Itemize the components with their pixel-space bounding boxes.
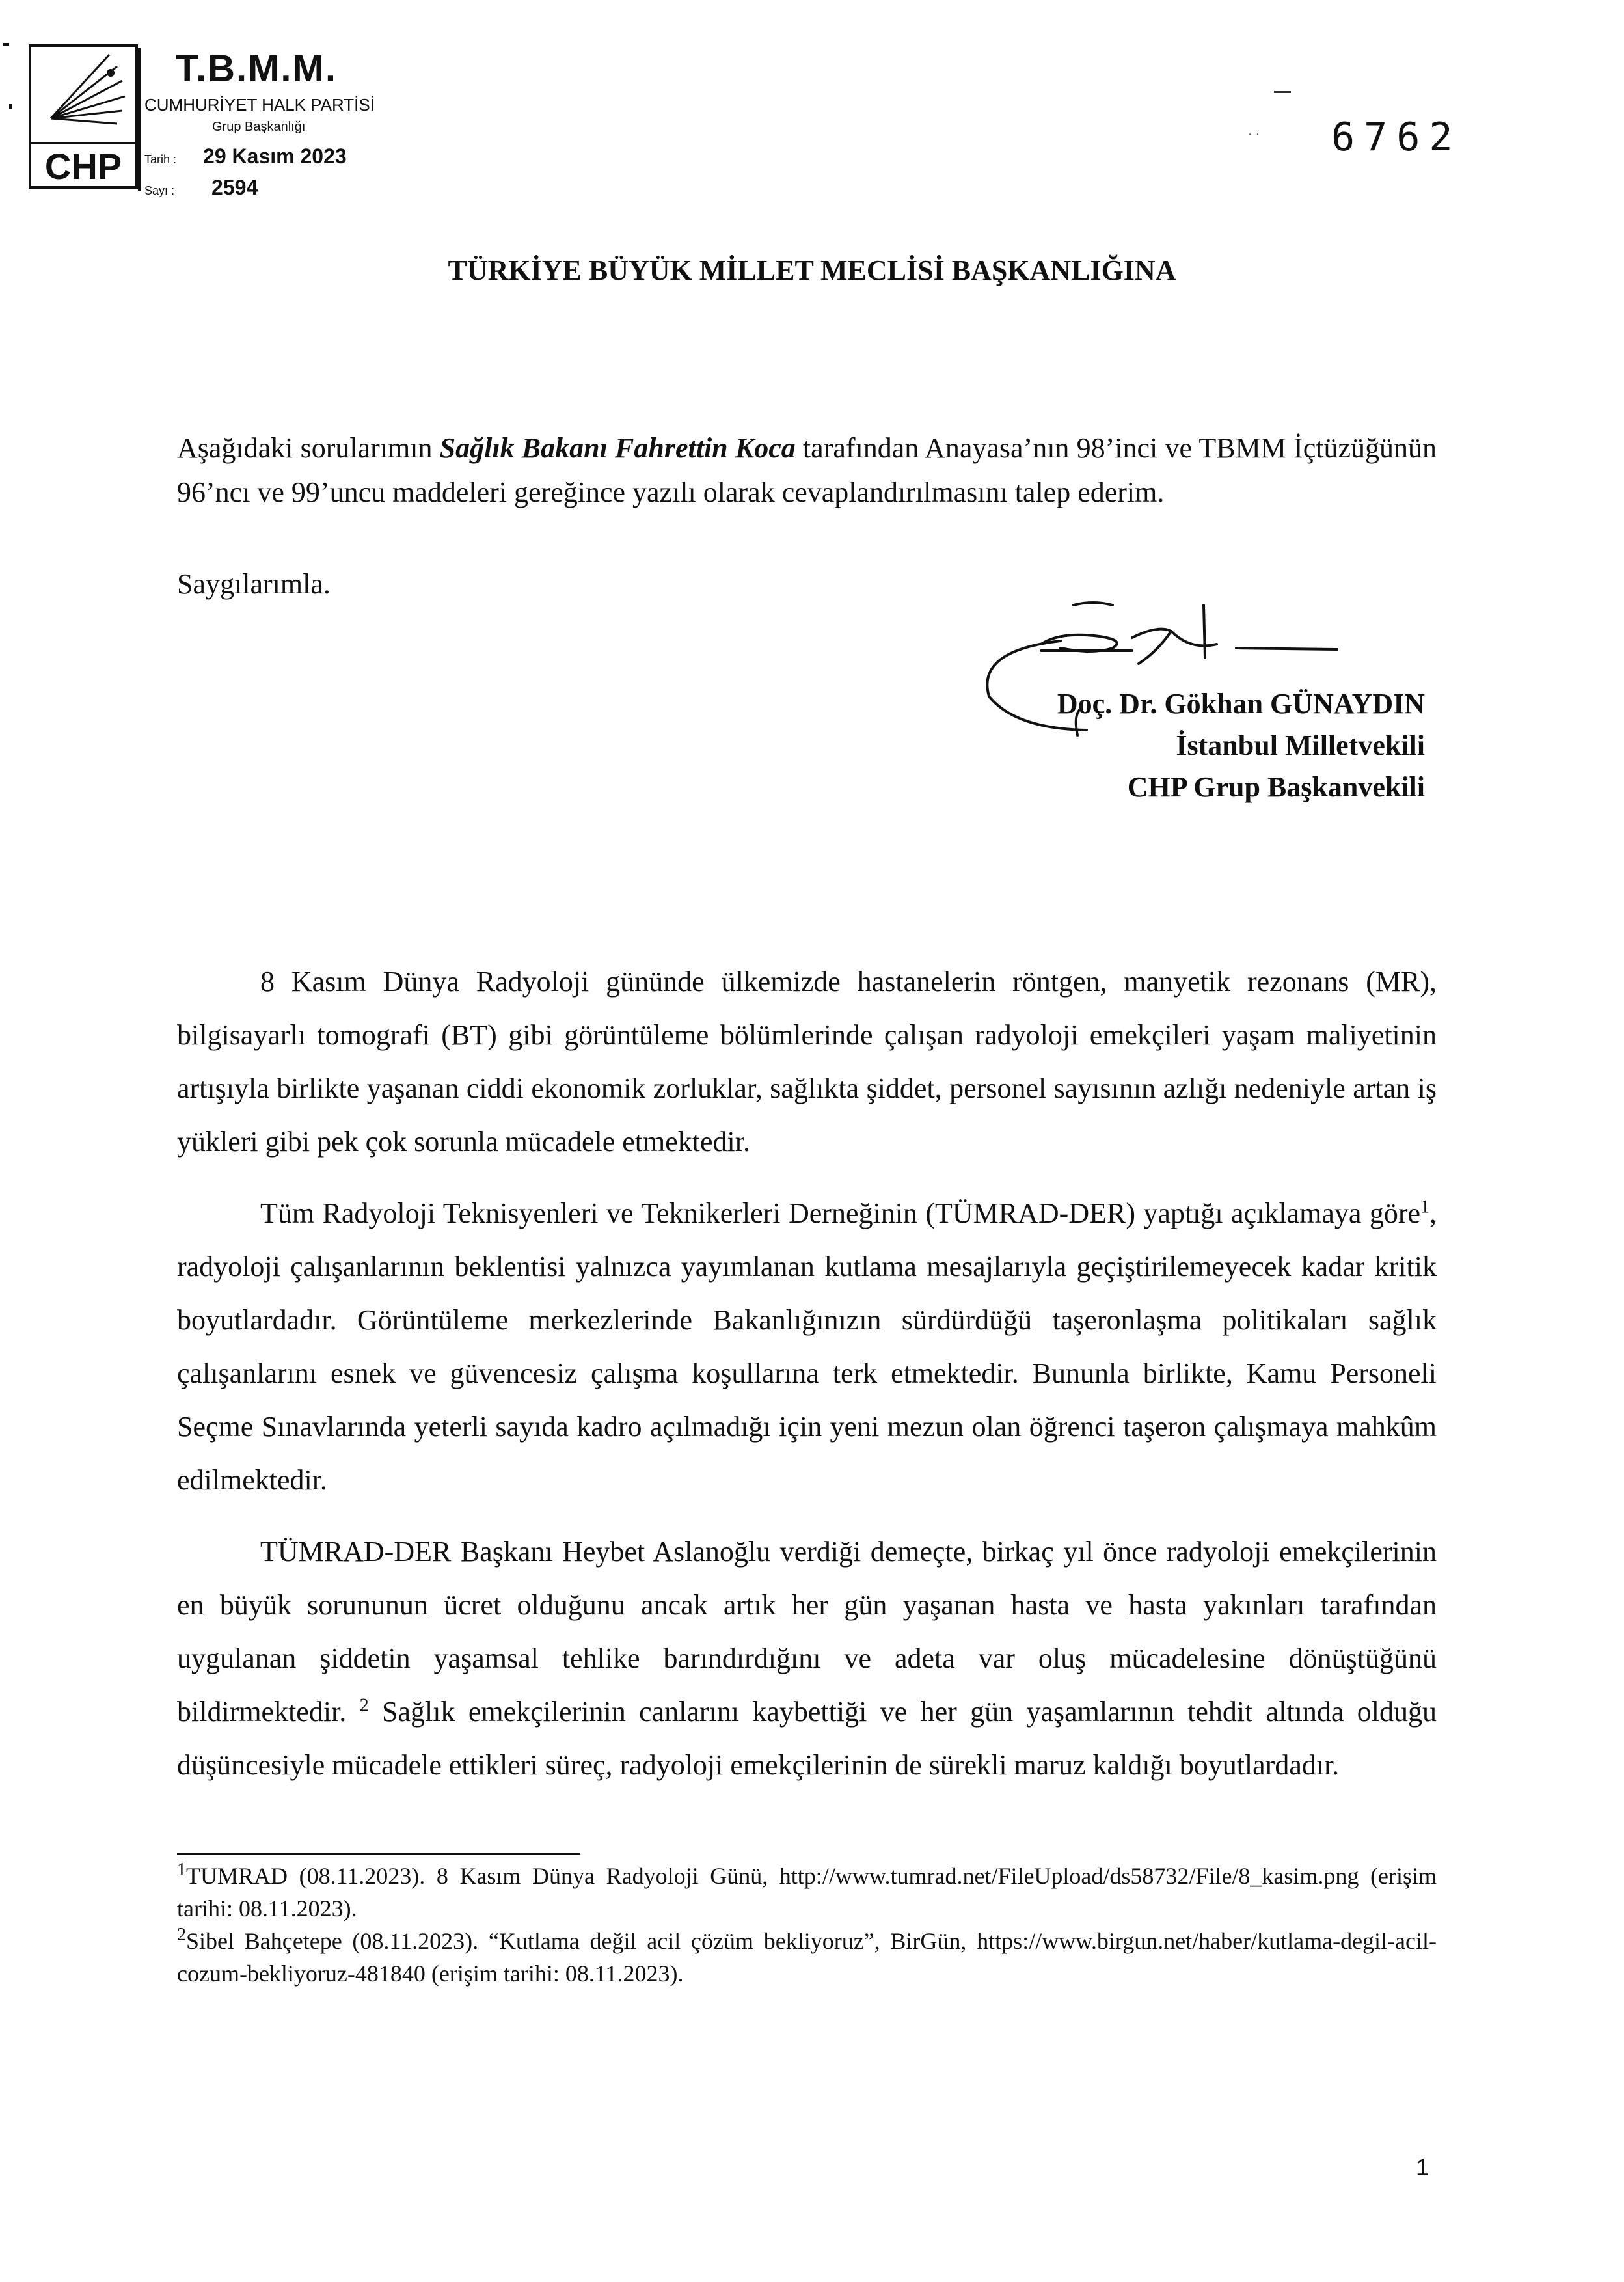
number-row [144,176,258,200]
paragraph-3-text: TÜMRAD-DER Başkanı Heybet Aslanoğlu verdiği demeçte, birkaç yıl önce radyoloji emekçilerinin en büyük sorununun ücret olduğunu ancak artık her gün yaşanan hasta ve hasta yakınları tarafından uygulanan şiddetin yaşamsal tehlike barındırdığını ve adeta var oluş mücadelesine dönüştüğünü bildirmektedir. [177,1536,1437,1728]
signature-block [995,683,1425,808]
paragraph-2 [177,1187,1437,1507]
intro-paragraph [177,426,1437,515]
scan-mark [1274,91,1291,93]
signatory-position: İstanbul Milletvekili [1176,729,1425,761]
intro-text: Aşağıdaki sorularımın [177,432,440,464]
six-arrows-icon [31,47,135,138]
paragraph-1: 8 Kasım Dünya Radyoloji gününde ülkemizde hastanelerin röntgen, manyetik rezonans (MR), bilgisayarlı tomografi (BT) gibi görüntüleme bölümlerinde çalışan radyoloji emekçileri yaşam maliyetinin artışıyla birlikte yaşanan ciddi ekonomik zorluklar, sağlıkta şiddet, personel sayısının azlığı nedeniyle artan iş yükleri gibi pek çok sorunla mücadele etmektedir. [177,966,1437,1158]
scan-mark [3,43,9,46]
addressee: TÜRKİYE BÜYÜK MİLLET MECLİSİ BAŞKANLIĞINA [448,254,1176,286]
footnote-1 [177,1860,1437,1925]
date-label: Tarih : [144,153,177,166]
footnote-text: TUMRAD (08.11.2023). 8 Kasım Dünya Radyoloji Günü, http://www.tumrad.net/FileUpload/ds58732/File/8_kasim.png (erişim tarihi: 08.11.2023). [177,1863,1437,1922]
intro-text-rest: tarafından Anayasa’nın 98’inci ve TBMM İçtüzüğünün 96’ncı ve 99’uncu maddeleri gereğince yazılı olarak cevaplandırılmasını talep ederim. [177,432,1437,508]
letterhead-party: CUMHURİYET HALK PARTİSİ [144,95,375,115]
minister-name: Sağlık Bakanı Fahrettin Koca [439,432,796,464]
regards: Saygılarımla. [177,568,331,600]
paragraph-3 [177,1525,1437,1792]
page-number: 1 [1416,2154,1429,2180]
letterhead-title: T.B.M.M. [176,48,337,90]
signatory-title: CHP Grup Başkanvekili [1127,771,1425,803]
footnote-ref-2: 2 [359,1695,369,1716]
scan-mark [9,104,12,109]
logo-text: CHP [31,142,135,189]
footnote-mark: 2 [177,1925,186,1945]
paragraph-2-text: Tüm Radyoloji Teknisyenleri ve Teknikerleri Derneğinin (TÜMRAD-DER) yaptığı açıklamaya göre [260,1197,1420,1229]
date-row [144,144,347,169]
footnotes [177,1860,1437,1990]
number-value: 2594 [211,176,258,199]
footnote-mark: 1 [177,1860,186,1880]
signatory-name: Doç. Dr. Gökhan GÜNAYDIN [1057,688,1425,720]
footnote-rule [177,1853,580,1855]
scan-mark: · · [1248,128,1260,142]
paragraph-2-rest: , radyoloji çalışanlarının beklentisi yalnızca yayımlanan kutlama mesajlarıyla geçiştirilemeyecek kadar kritik boyutlardadır. Görüntüleme merkezlerinde Bakanlığınızın sürdürdüğü taşeronlaşma politikaları sağlık çalışanlarını esnek ve güvencesiz çalışma koşullarına terk etmektedir. Bununla birlikte, Kamu Personeli Seçme Sınavlarında yeterli sayıda kadro açılmadığı için yeni mezun olan öğrenci taşeron çalışmaya mahkûm edilmektedir. [177,1197,1437,1496]
footnote-text: Sibel Bahçetepe (08.11.2023). “Kutlama değil acil çözüm bekliyoruz”, BirGün, https://www.birgun.net/haber/kutlama-degil-acil-cozum-bekliyoruz-481840 (erişim tarihi: 08.11.2023). [177,1928,1437,1987]
number-label: Sayı : [144,184,175,197]
letterhead-group: Grup Başkanlığı [212,120,306,134]
date-value: 29 Kasım 2023 [203,144,347,168]
paragraph-3-rest: Sağlık emekçilerinin canlarını kaybettiği ve her gün yaşamlarının tehdit altında olduğu düşüncesiyle mücadele ettikleri süreç, radyoloji emekçilerinin de sürekli maruz kaldığı boyutlardadır. [177,1696,1437,1781]
footnote-ref-1: 1 [1420,1197,1429,1217]
letterhead-divider [138,48,141,191]
footnote-2 [177,1925,1437,1990]
body-text [177,955,1437,1810]
document-number: 6762 [1331,115,1462,160]
chp-logo [29,44,138,189]
